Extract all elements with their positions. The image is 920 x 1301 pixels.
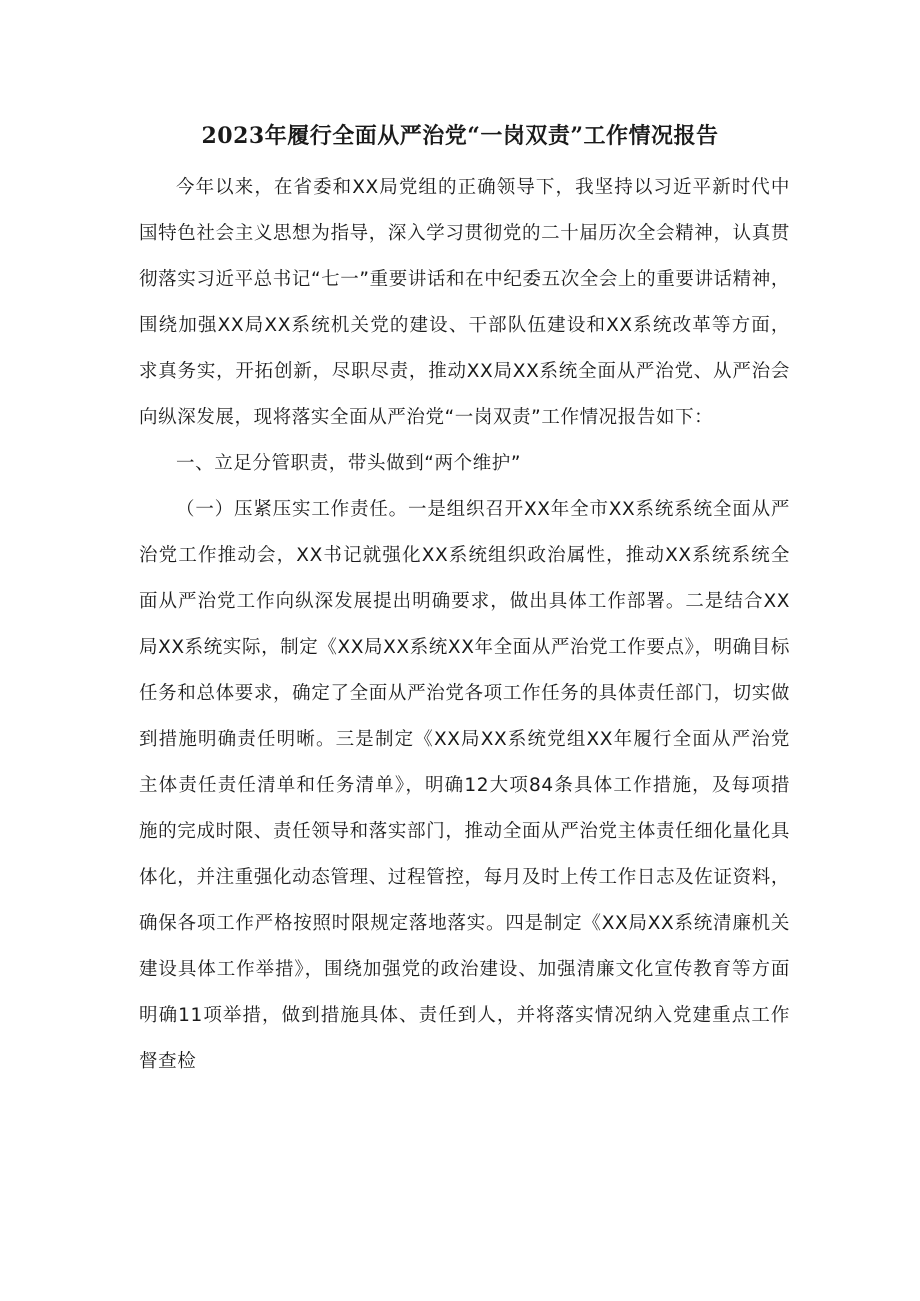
subsection-paragraph: （一）压紧压实工作责任。一是组织召开XX年全市XX系统系统全面从严治党工作推动会，XX书记就强化XX系统组织政治属性，推动XX系统系统全面从严治党工作向纵深发展提出明确要求，做出具体工作部署。二是结合XX局XX系统实际，制定《XX局XX系统XX年全面从严治党工作要点》，明确目标任务和总体要求，确定了全面从严治党各项工作任务的具体责任部门，切实做到措施明确责任明晰。三是制定《XX局XX系统党组XX年履行全面从严治党主体责任责任清单和任务清单》，明确12大项84条具体工作措施，及每项措施的完成时限、责任领导和落实部门，推动全面从严治党主体责任细化量化具体化，并注重强化动态管理、过程管控，每月及时上传工作日志及佐证资料，确保各项工作严格按照时限规定落地落实。四是制定《XX局XX系统清廉机关建设具体工作举措》，围绕加强党的政治建设、加强清廉文化宣传教育等方面明确11项举措，做到措施具体、责任到人，并将落实情况纳入党建重点工作督查检	[139, 499, 790, 1072]
section-heading: 一、立足分管职责，带头做到“两个维护”	[176, 453, 522, 474]
document-title: 2023年履行全面从严治党“一岗双责”工作情况报告	[201, 123, 719, 149]
document-body	[139, 165, 790, 1085]
intro-paragraph: 今年以来，在省委和XX局党组的正确领导下，我坚持以习近平新时代中国特色社会主义思想为指导，深入学习贯彻党的二十届历次全会精神，认真贯彻落实习近平总书记“七一”重要讲话和在中纪委五次全会上的重要讲话精神，围绕加强XX局XX系统机关党的建设、干部队伍建设和XX系统改革等方面，求真务实，开拓创新，尽职尽责，推动XX局XX系统全面从严治党、从严治会向纵深发展，现将落实全面从严治党“一岗双责”工作情况报告如下：	[139, 177, 790, 428]
